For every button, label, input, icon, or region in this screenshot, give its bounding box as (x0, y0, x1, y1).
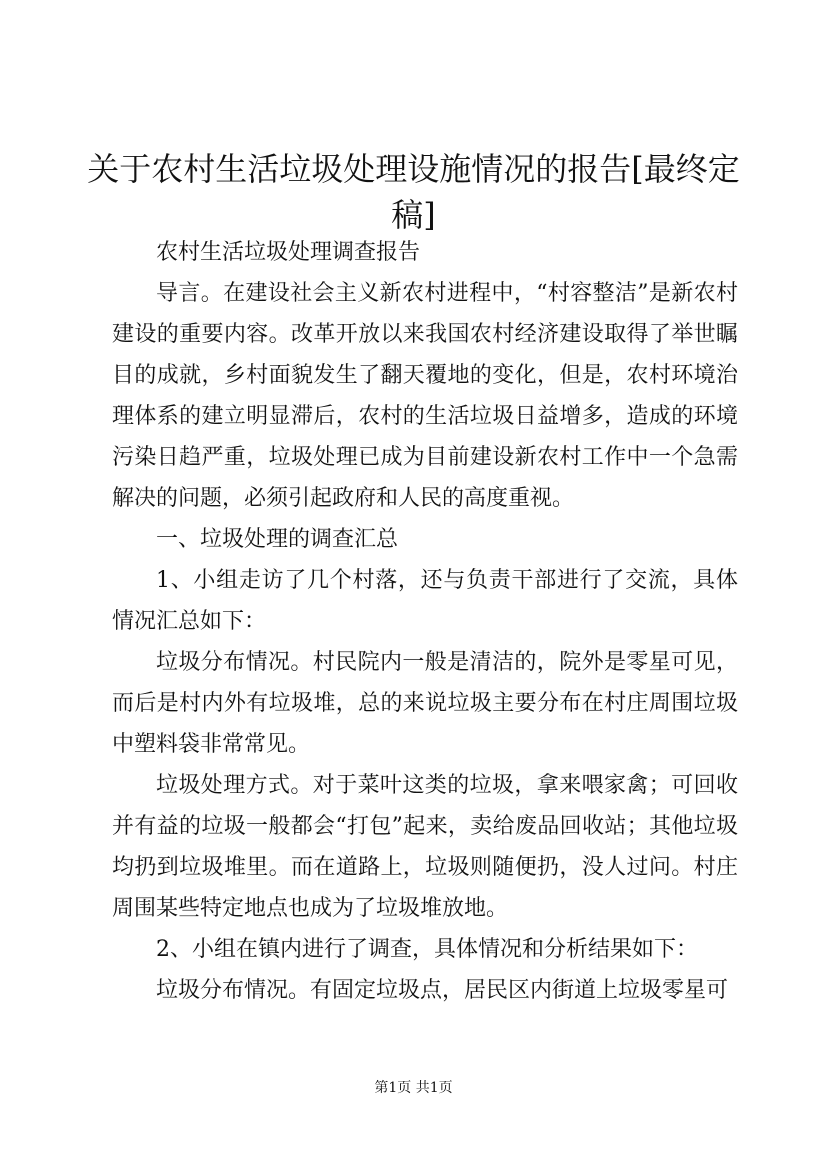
document-body (112, 232, 738, 1011)
subtitle-paragraph: 农村生活垃圾处理调查报告 (156, 240, 421, 265)
page-footer: 第1页 共1页 (374, 1080, 453, 1096)
intro-paragraph: 导言。在建设社会主义新农村进程中，“村容整洁”是新农村建设的重要内容。改革开放以来我国农村经济建设取得了举世瞩目的成就，乡村面貌发生了翻天覆地的变化，但是，农村环境治理体系的建立明显滞后，农村的生活垃圾日益增多，造成的环境污染日趋严重，垃圾处理已成为目前建设新农村工作中一个急需解决的问题，必须引起政府和人民的高度重视。 (112, 281, 738, 511)
section-heading: 一、垃圾处理的调查汇总 (156, 527, 399, 552)
body-paragraph: 垃圾分布情况。村民院内一般是清洁的，院外是零星可见，而后是村内外有垃圾堆，总的来说垃圾主要分布在村庄周围垃圾中塑料袋非常常见。 (112, 650, 738, 757)
body-paragraph: 1、小组走访了几个村落，还与负责干部进行了交流，具体情况汇总如下： (112, 568, 738, 634)
body-paragraph: 垃圾处理方式。对于菜叶这类的垃圾，拿来喂家禽；可回收并有益的垃圾一般都会“打包”起来，卖给废品回收站；其他垃圾均扔到垃圾堆里。而在道路上，垃圾则随便扔，没人过问。村庄周围某些特定地点也成为了垃圾堆放地。 (112, 773, 738, 921)
document-title: 关于农村生活垃圾处理设施情况的报告[最终定稿] (87, 150, 740, 234)
body-paragraph: 垃圾分布情况。有固定垃圾点，居民区内街道上垃圾零星可 (156, 978, 729, 1003)
body-paragraph: 2、小组在镇内进行了调查，具体情况和分析结果如下： (156, 937, 698, 962)
